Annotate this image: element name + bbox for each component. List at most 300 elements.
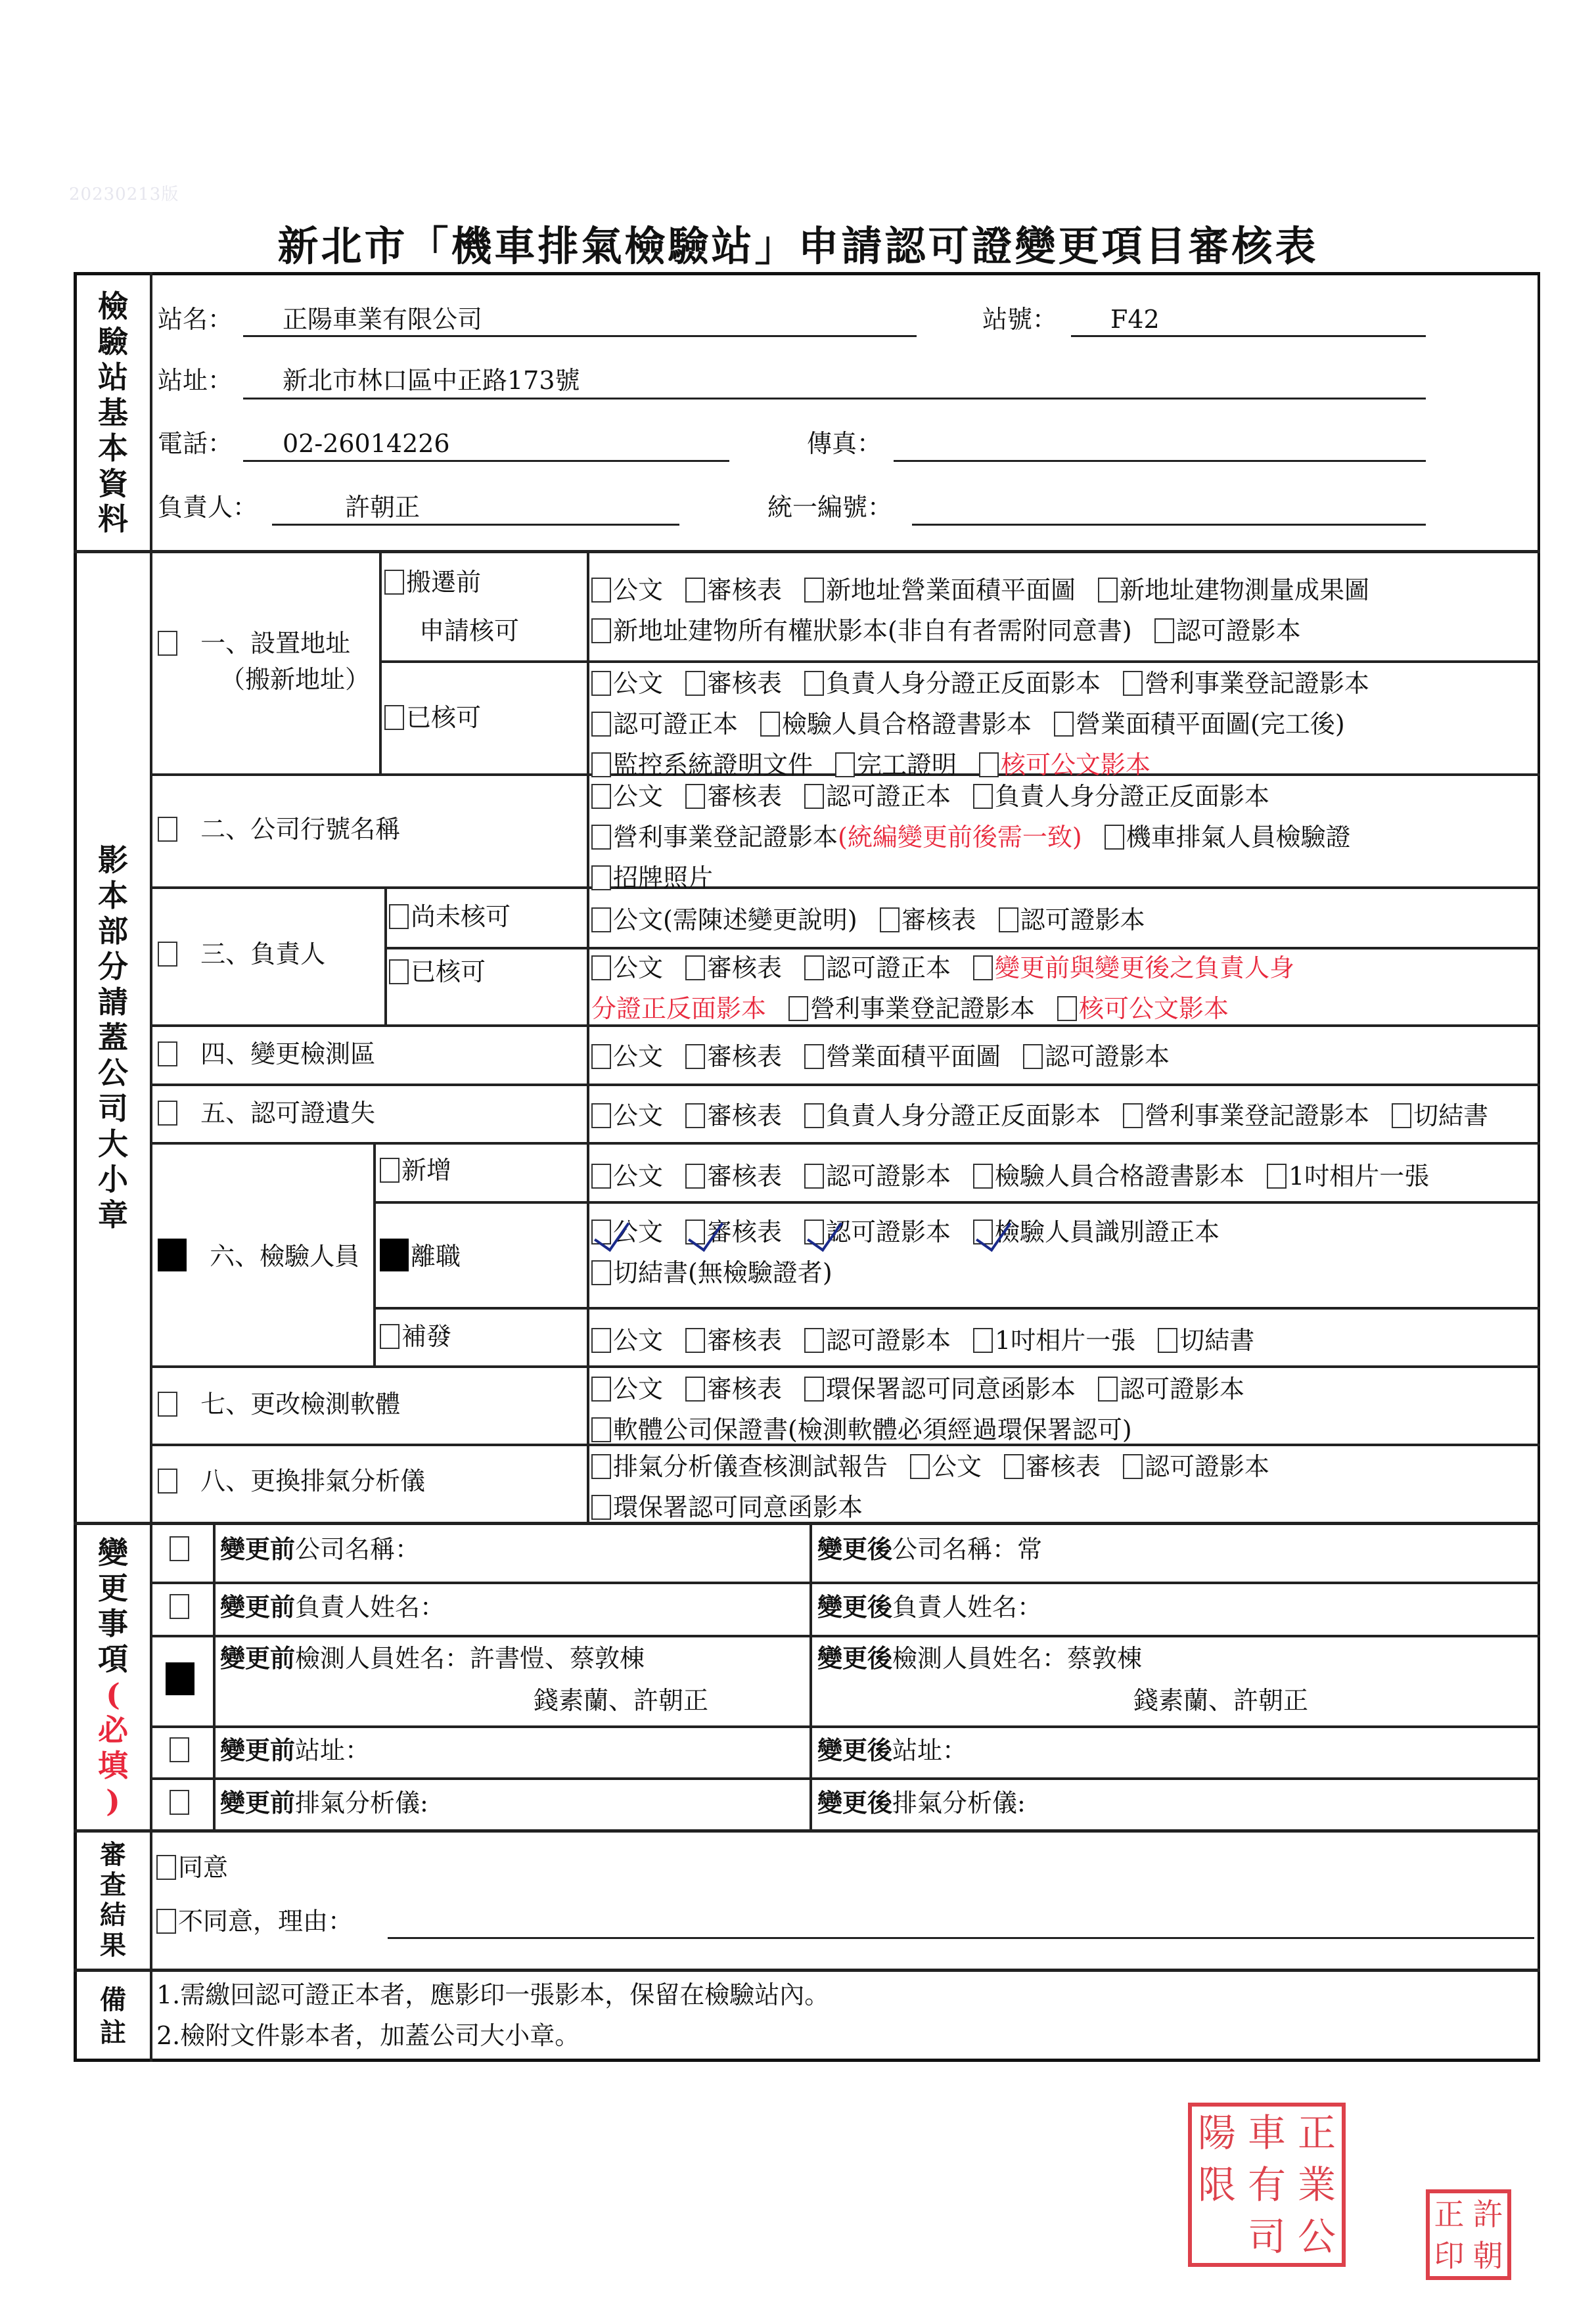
change-before-field[interactable] <box>220 1643 645 1674</box>
checklist-option[interactable] <box>1054 708 1345 740</box>
checkbox[interactable] <box>910 1454 930 1479</box>
checklist-option[interactable] <box>591 1451 888 1482</box>
divider-changes-review <box>74 1829 1540 1833</box>
item-5-checkbox[interactable] <box>158 1101 177 1126</box>
checklist-option[interactable] <box>685 574 782 606</box>
item-3-approved-checkbox[interactable] <box>389 959 409 984</box>
checklist-option[interactable] <box>979 749 1151 781</box>
item-2-checkbox[interactable] <box>158 817 177 842</box>
checkbox[interactable] <box>685 671 705 696</box>
phone-value[interactable]: 02-26014226 <box>283 429 450 458</box>
checklist-option[interactable] <box>973 952 1294 984</box>
change-row-checkbox[interactable] <box>166 1662 194 1695</box>
checklist-option[interactable] <box>973 1216 1220 1248</box>
option-label: 負責人身分證正反面影本 <box>826 1101 1101 1130</box>
checklist-option[interactable] <box>804 1100 1101 1131</box>
change-row-checkbox[interactable] <box>170 1790 189 1815</box>
checkbox[interactable] <box>685 578 705 603</box>
item-3-pending-checkbox[interactable] <box>389 904 409 929</box>
item-6-reissue-checklist <box>591 1321 1538 1361</box>
checklist-option[interactable] <box>804 1325 951 1356</box>
checklist-option[interactable] <box>804 781 951 812</box>
checkbox[interactable] <box>685 784 705 809</box>
checklist-option[interactable] <box>1158 1325 1254 1356</box>
section-label-notes <box>76 1971 150 2062</box>
section-label-char: 本 <box>98 878 128 913</box>
checkbox[interactable] <box>591 1495 611 1520</box>
changes-before-after-divider <box>809 1523 812 1831</box>
review-agree-checkbox[interactable] <box>156 1855 176 1880</box>
checklist-option[interactable] <box>685 1041 782 1072</box>
item-6-resign-checkbox[interactable] <box>380 1239 409 1271</box>
checklist-option[interactable] <box>1154 615 1301 647</box>
checkbox[interactable] <box>999 907 1018 932</box>
option-label: 環保署認可同意函影本 <box>613 1493 863 1522</box>
review-reason-underline <box>388 1937 1534 1939</box>
checklist-line <box>591 900 1538 941</box>
option-label: 審核表 <box>707 953 783 982</box>
checkbox[interactable] <box>973 1164 993 1189</box>
checklist-option[interactable] <box>804 952 951 984</box>
option-label: 檢驗人員合格證書影本 <box>995 1162 1245 1191</box>
checkbox[interactable] <box>804 1377 824 1402</box>
section-label-char: 審 <box>100 1839 126 1870</box>
item-1-approved-label: 已核可 <box>406 703 482 732</box>
item-3-text: 三、負責人 <box>200 940 326 969</box>
item-7-text: 七、更改檢測軟體 <box>200 1390 401 1419</box>
checklist-option[interactable] <box>591 615 1132 647</box>
checklist-option[interactable] <box>910 1451 982 1482</box>
item-6-text: 六、檢驗人員 <box>210 1242 360 1271</box>
option-label: 軟體公司保證書(檢測軟體必須經過環保署認可) <box>613 1415 1132 1444</box>
checkbox[interactable] <box>760 712 780 737</box>
item-6-resign-label: 離職 <box>411 1242 461 1271</box>
item-1-checkbox[interactable] <box>158 631 177 656</box>
checklist-option[interactable] <box>804 1041 1001 1072</box>
checkbox[interactable] <box>591 955 611 980</box>
checkbox[interactable] <box>685 1044 705 1069</box>
owner-underline <box>272 524 679 526</box>
change-before-field[interactable] <box>220 1534 420 1565</box>
checklist-option[interactable] <box>591 1492 863 1523</box>
checklist-option[interactable] <box>591 1325 663 1356</box>
checklist-option[interactable] <box>1098 1373 1244 1405</box>
checklist-line <box>591 1369 1538 1410</box>
checklist-option[interactable] <box>1098 574 1369 606</box>
version-mark: 20230213版 <box>69 185 179 204</box>
option-label: 審核表 <box>707 1101 783 1130</box>
checklist-option[interactable] <box>591 1160 663 1192</box>
checklist-option[interactable] <box>788 993 1035 1024</box>
item-2-label[interactable] <box>158 813 400 845</box>
item-5-checklist <box>591 1096 1538 1137</box>
checkbox[interactable] <box>804 1220 824 1244</box>
option-label: 新地址建物測量成果圖 <box>1120 576 1370 605</box>
review-disagree-option[interactable] <box>156 1906 353 1937</box>
seal-glyph: 印 <box>1434 2237 1465 2273</box>
change-after-prefix: 變更後 <box>817 1643 893 1673</box>
item-6-resign-option[interactable] <box>380 1239 461 1272</box>
item-3-approved-option[interactable] <box>389 956 486 988</box>
item-8-label[interactable] <box>158 1465 425 1497</box>
checklist-option[interactable] <box>591 749 813 781</box>
checklist-option[interactable] <box>591 821 1082 853</box>
checkbox[interactable] <box>591 865 611 890</box>
checkbox[interactable] <box>1123 1103 1143 1128</box>
checkbox[interactable] <box>591 1328 611 1353</box>
item-6-reissue-option[interactable] <box>380 1321 451 1352</box>
checkbox[interactable] <box>685 1103 705 1128</box>
checklist-option[interactable] <box>1392 1100 1488 1131</box>
checkbox[interactable] <box>979 752 999 777</box>
review-agree-option[interactable] <box>156 1852 228 1883</box>
checkbox[interactable] <box>591 1220 611 1244</box>
checklist-option[interactable] <box>999 904 1145 936</box>
checklist-option[interactable] <box>685 1325 782 1356</box>
checklist-option[interactable] <box>973 781 1269 812</box>
checklist-option[interactable] <box>1004 1451 1101 1482</box>
checklist-option[interactable] <box>591 1414 1132 1446</box>
checklist-option[interactable] <box>1123 668 1369 699</box>
checklist-option[interactable] <box>1023 1041 1170 1072</box>
checkbox[interactable] <box>973 955 993 980</box>
option-label: 認可證影本 <box>1175 616 1301 645</box>
option-label: 認可證正本 <box>826 953 951 982</box>
checkbox[interactable] <box>1123 671 1143 696</box>
subrow-divider <box>379 660 1540 663</box>
checklist-line <box>591 1037 1538 1078</box>
option-label: 負責人身分證正反面影本 <box>995 782 1270 811</box>
checkbox[interactable] <box>685 1328 705 1353</box>
option-label: 營利事業登記證影本 <box>1145 1101 1370 1130</box>
checkbox[interactable] <box>973 784 993 809</box>
checkbox[interactable] <box>591 712 611 737</box>
option-label: 營業面積平面圖(完工後) <box>1076 710 1345 739</box>
seal-glyph: 限 <box>1197 2162 1236 2207</box>
change-after-label: 排氣分析儀: <box>892 1789 1026 1817</box>
option-label: 環保署認可同意函影本 <box>826 1375 1076 1404</box>
section-label-char: 大 <box>98 1126 128 1162</box>
station-no-value[interactable]: F42 <box>1110 305 1160 334</box>
item-6-add-checkbox[interactable] <box>380 1158 399 1183</box>
required-note-char: 填 <box>98 1748 128 1783</box>
option-label: 認可證影本 <box>1045 1042 1170 1071</box>
section-label-char: 分 <box>98 949 128 984</box>
checkbox[interactable] <box>591 1377 611 1402</box>
change-before-field[interactable] <box>220 1787 428 1819</box>
checklist-option[interactable] <box>973 1160 1244 1192</box>
option-label: 審核表 <box>707 576 783 605</box>
checkbox[interactable] <box>1123 1454 1143 1479</box>
checklist-option[interactable] <box>591 1041 663 1072</box>
phone-underline <box>243 460 729 462</box>
subrow-divider <box>373 1307 1540 1310</box>
checklist-option[interactable] <box>1267 1160 1429 1192</box>
checklist-option[interactable] <box>1057 993 1229 1024</box>
option-note: (統編變更前後需一致) <box>838 823 1082 852</box>
checklist-option[interactable] <box>591 1216 663 1248</box>
change-row-checkbox[interactable] <box>170 1594 189 1619</box>
item-5-label[interactable] <box>158 1097 375 1129</box>
item-1-before-option[interactable] <box>384 566 481 598</box>
checkbox[interactable] <box>591 578 611 603</box>
checkbox[interactable] <box>1154 618 1174 643</box>
subcol-divider <box>373 1143 376 1367</box>
checklist-option[interactable] <box>591 708 738 740</box>
item-1-before-checklist <box>591 570 1538 652</box>
option-label: 認可證影本 <box>826 1162 951 1191</box>
item-5-text: 五、認可證遺失 <box>200 1099 376 1128</box>
checkbox[interactable] <box>591 1103 611 1128</box>
change-after-field[interactable] <box>817 1534 1042 1565</box>
change-before-prefix: 變更前 <box>220 1643 296 1673</box>
owner-value[interactable]: 許朝正 <box>345 493 421 522</box>
option-label: 公文(需陳述變更說明) <box>613 905 857 934</box>
change-after-field[interactable] <box>817 1787 1026 1819</box>
option-label: 分證正反面影本 <box>591 994 767 1023</box>
item-6-checkbox[interactable] <box>158 1239 187 1271</box>
option-label: 新地址建物所有權狀影本(非自有者需附同意書) <box>613 616 1132 645</box>
change-before-field[interactable] <box>220 1591 445 1623</box>
checkbox[interactable] <box>591 907 611 932</box>
address-underline <box>243 398 1426 399</box>
checklist-option[interactable] <box>835 749 957 781</box>
checklist-option[interactable] <box>685 952 782 984</box>
changes-row-divider <box>150 1582 1540 1584</box>
option-label: 切結書 <box>1179 1326 1255 1355</box>
item-8-checkbox[interactable] <box>158 1469 177 1494</box>
checkbox[interactable] <box>1158 1328 1177 1353</box>
checklist-option[interactable] <box>685 781 782 812</box>
checklist-option[interactable] <box>1123 1100 1369 1131</box>
checklist-line <box>591 1410 1538 1451</box>
checklist-line <box>591 989 1538 1030</box>
item-6-reissue-checkbox[interactable] <box>380 1324 399 1349</box>
option-label: 營利事業登記證影本 <box>810 994 1036 1023</box>
item-7-checklist <box>591 1369 1538 1451</box>
checkbox[interactable] <box>591 752 611 777</box>
option-label: 公文 <box>613 1326 664 1355</box>
checklist-option[interactable] <box>591 574 663 606</box>
checkbox[interactable] <box>804 1164 824 1189</box>
seal-glyph: 許 <box>1472 2196 1503 2232</box>
checklist-option[interactable] <box>591 952 663 984</box>
checkbox[interactable] <box>1098 578 1118 603</box>
option-label: 公文 <box>613 1101 664 1130</box>
option-label: 公文 <box>932 1452 982 1481</box>
checklist-option[interactable] <box>804 668 1101 699</box>
item-1-text: 一、設置地址 <box>200 629 351 658</box>
checkbox[interactable] <box>685 1164 705 1189</box>
row-divider <box>150 1142 1540 1145</box>
checklist-line <box>591 1321 1538 1361</box>
checkbox[interactable] <box>973 1328 993 1353</box>
section-label-changes <box>76 1524 150 1829</box>
checkbox[interactable] <box>1392 1103 1411 1128</box>
checklist-option[interactable] <box>804 1373 1076 1405</box>
checkbox[interactable] <box>1023 1044 1043 1069</box>
item-3-pending-option[interactable] <box>389 901 511 932</box>
checkbox[interactable] <box>1267 1164 1287 1189</box>
checklist-line <box>591 1253 1538 1294</box>
option-label: 營利事業登記證影本 <box>1145 669 1370 698</box>
station-name-value[interactable]: 正陽車業有限公司 <box>283 305 483 334</box>
checklist-option[interactable] <box>804 1216 951 1248</box>
option-label: 審核表 <box>707 1042 783 1071</box>
checkbox[interactable] <box>880 907 900 932</box>
item-4-label[interactable] <box>158 1038 375 1070</box>
station-no-label: 站號： <box>982 305 1058 334</box>
option-label: 監控系統證明文件 <box>613 750 813 779</box>
item-6-add-option[interactable] <box>380 1154 451 1186</box>
checkbox[interactable] <box>788 996 808 1021</box>
address-value[interactable]: 新北市林口區中正路173號 <box>283 366 580 395</box>
checkbox[interactable] <box>804 1103 824 1128</box>
checklist-option[interactable] <box>591 862 713 894</box>
fax-underline <box>894 460 1426 462</box>
content-col-divider <box>587 551 589 1523</box>
checkbox[interactable] <box>1057 996 1077 1021</box>
option-label: 營利事業登記證影本 <box>613 823 838 852</box>
change-after-label: 負責人姓名： <box>892 1593 1043 1622</box>
change-after-prefix: 變更後 <box>817 1534 893 1564</box>
checklist-option[interactable] <box>804 574 1076 606</box>
option-label: 排氣分析儀查核測試報告 <box>613 1452 888 1481</box>
change-after-field[interactable] <box>817 1591 1042 1623</box>
section-label-basic-info <box>76 276 150 549</box>
checkbox[interactable] <box>591 825 611 850</box>
checkbox[interactable] <box>685 1377 705 1402</box>
option-label: 切結書(無檢驗證者) <box>613 1258 832 1287</box>
item-1-approved-option[interactable] <box>384 702 481 733</box>
checklist-option[interactable] <box>685 1160 782 1192</box>
change-before-prefix: 變更前 <box>220 1788 296 1817</box>
checkbox[interactable] <box>685 1220 705 1244</box>
change-before-prefix: 變更前 <box>220 1534 296 1564</box>
item-3-pending-checklist <box>591 900 1538 941</box>
option-label: 公文 <box>613 576 664 605</box>
checkbox[interactable] <box>591 784 611 809</box>
item-3-pending-label: 尚未核可 <box>411 902 511 931</box>
review-disagree-checkbox[interactable] <box>156 1909 176 1934</box>
item-1-approved-checkbox[interactable] <box>384 705 404 730</box>
checklist-option[interactable] <box>973 1325 1135 1356</box>
seal-glyph: 正 <box>1434 2196 1465 2232</box>
checkbox[interactable] <box>1054 712 1074 737</box>
checklist-option[interactable] <box>591 781 663 812</box>
checklist-option[interactable] <box>591 668 663 699</box>
option-label: 公文 <box>613 1162 664 1191</box>
section-label-char: 更 <box>98 1570 128 1606</box>
item-7-label[interactable] <box>158 1388 400 1420</box>
checkbox[interactable] <box>973 1220 993 1244</box>
option-label: 機車排氣人員檢驗證 <box>1126 823 1351 852</box>
station-no-underline <box>1071 335 1426 337</box>
checkbox[interactable] <box>591 1260 611 1285</box>
checkbox[interactable] <box>1098 1377 1118 1402</box>
checklist-option[interactable] <box>804 1160 951 1192</box>
required-note-char: ( <box>106 1677 120 1712</box>
change-before-field[interactable] <box>220 1735 370 1766</box>
item-1-approved-checklist <box>591 664 1538 786</box>
change-after-field[interactable] <box>817 1643 1142 1674</box>
option-label: 核可公文影本 <box>1079 994 1229 1023</box>
change-after-label: 站址： <box>892 1736 968 1765</box>
checklist-option[interactable] <box>685 1216 782 1248</box>
change-after-prefix: 變更後 <box>817 1735 893 1765</box>
divider-basic-copies <box>74 550 1540 553</box>
checklist-option[interactable] <box>591 904 857 936</box>
item-3-checkbox[interactable] <box>158 942 177 967</box>
checklist-option[interactable] <box>591 993 766 1024</box>
checklist-option[interactable] <box>1123 1451 1269 1482</box>
checklist-option[interactable] <box>591 1257 832 1289</box>
checklist-line <box>591 704 1538 745</box>
option-label: 認可證影本 <box>1020 905 1145 934</box>
item-1-label[interactable] <box>158 628 350 659</box>
subcol-divider <box>384 888 387 1026</box>
checklist-option[interactable] <box>880 904 976 936</box>
checklist-option[interactable] <box>591 1373 663 1405</box>
checklist-option[interactable] <box>760 708 1032 740</box>
item-3-label[interactable] <box>158 938 325 970</box>
seal-glyph: 司 <box>1247 2214 1286 2260</box>
section-label-char: 站 <box>98 359 128 395</box>
seal-glyph: 正 <box>1297 2110 1336 2155</box>
change-before-value: 許書愷、蔡敦棟 <box>470 1644 645 1673</box>
checkbox[interactable] <box>1004 1454 1024 1479</box>
checkbox[interactable] <box>804 1328 824 1353</box>
change-before-label: 檢測人員姓名： <box>295 1644 470 1673</box>
checkbox[interactable] <box>591 618 611 643</box>
checklist-option[interactable] <box>685 1100 782 1131</box>
checkbox[interactable] <box>1105 825 1124 850</box>
section-label-char: 小 <box>98 1162 128 1197</box>
option-label: 公文 <box>613 1042 664 1071</box>
change-after-field[interactable] <box>817 1735 967 1766</box>
checklist-option[interactable] <box>685 1373 782 1405</box>
item-4-checkbox[interactable] <box>158 1041 177 1066</box>
checkbox[interactable] <box>591 1454 611 1479</box>
checkbox[interactable] <box>591 1164 611 1189</box>
checkbox[interactable] <box>804 784 824 809</box>
change-row-checkbox[interactable] <box>170 1737 189 1762</box>
checklist-line <box>591 1156 1538 1197</box>
item-7-checkbox[interactable] <box>158 1392 177 1417</box>
option-label: 招牌照片 <box>613 863 714 892</box>
checkbox[interactable] <box>835 752 855 777</box>
item-3-approved-label: 已核可 <box>411 957 486 986</box>
checkbox[interactable] <box>591 671 611 696</box>
option-label: 檢驗人員識別證正本 <box>995 1218 1220 1246</box>
checkbox[interactable] <box>685 955 705 980</box>
checklist-option[interactable] <box>1105 821 1351 853</box>
checkbox[interactable] <box>804 578 824 603</box>
checkbox[interactable] <box>591 1044 611 1069</box>
change-row-checkbox[interactable] <box>170 1536 189 1561</box>
checklist-option[interactable] <box>685 668 782 699</box>
checklist-option[interactable] <box>591 1100 663 1131</box>
checkbox[interactable] <box>804 1044 824 1069</box>
checkbox[interactable] <box>804 671 824 696</box>
option-label: 認可證正本 <box>826 782 951 811</box>
item-6-label[interactable] <box>158 1239 359 1272</box>
review-disagree-label: 不同意，理由： <box>178 1907 353 1936</box>
checkbox[interactable] <box>591 1417 611 1442</box>
option-label: 認可證影本 <box>826 1326 951 1355</box>
item-1-before-checkbox[interactable] <box>384 570 404 595</box>
checkbox[interactable] <box>804 955 824 980</box>
